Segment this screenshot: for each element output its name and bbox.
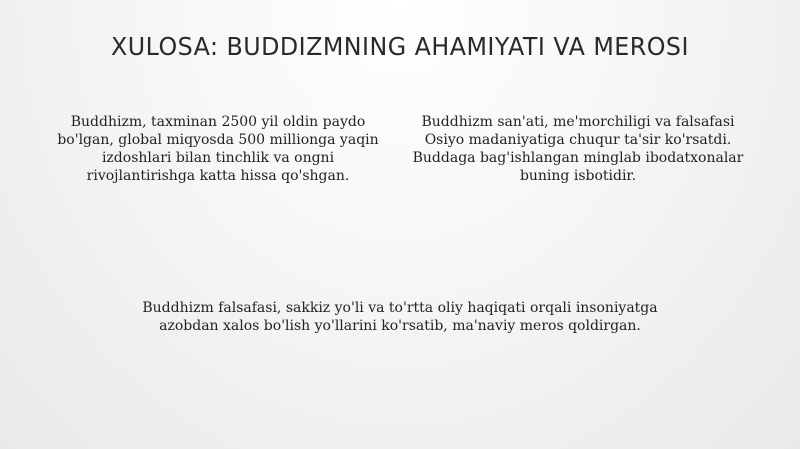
- slide-title: XULOSA: BUDDIZMNING AHAMIYATI VA MEROSI: [111, 32, 689, 61]
- paragraph-culture: Buddhizm san'ati, me'morchiligi va falsafasi Osiyo madaniyatiga chuqur ta'sir ko'rsatdi. Buddaga bag'ishlangan minglab ibodatxonalar buning isbotidir.: [412, 114, 744, 184]
- paragraph-history: Buddhizm, taxminan 2500 yil oldin paydo bo'lgan, global miqyosda 500 millionga yaqin izdoshlari bilan tinchlik va ongni rivojlantirishga katta hissa qo'shgan.: [57, 114, 379, 184]
- paragraph-philosophy: Buddhizm falsafasi, sakkiz yo'li va to'rtta oliy haqiqati orqali insoniyatga azobdan xalos bo'lish yo'llarini ko'rsatib, ma'naviy meros qoldirgan.: [142, 300, 658, 334]
